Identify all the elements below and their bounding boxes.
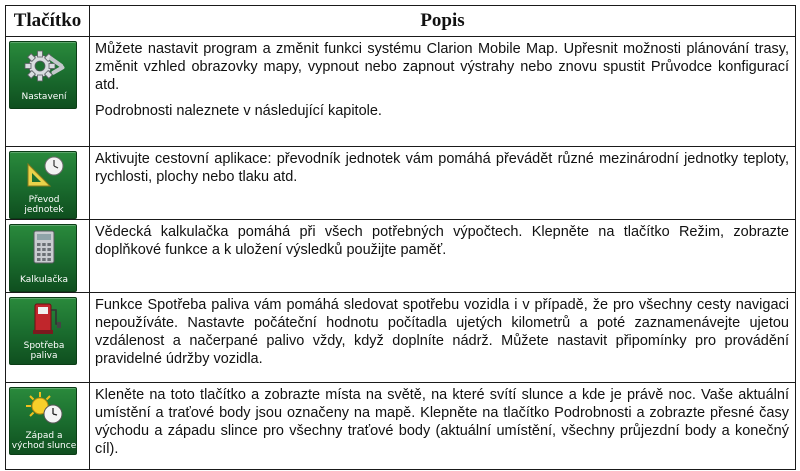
row-description: Funkce Spotřeba paliva vám pomáhá sledovat spotřebu vozidla i v případě, že pro všechny cesty navigaci nepoužíváte. Nastavte počáteční hodnotu počítadla ujetých kilometrů a poté zaznamenávejte ujetou vzdálenost a načerpané palivo vždy, když doplníte nádrž. Můžete nastavit připomínky pro provádění pravidelné údržby vozidla. xyxy=(95,297,789,367)
table-row xyxy=(6,220,796,293)
fuel-consumption-button[interactable] xyxy=(9,297,77,365)
unit-converter-icon xyxy=(10,154,78,190)
sunrise-sunset-button-label-line2: východ slunce xyxy=(11,441,77,451)
sunrise-sunset-button[interactable] xyxy=(9,387,77,455)
sunrise-sunset-button-label-line1: Západ a xyxy=(25,431,63,441)
row-description: Kleněte na toto tlačítko a zobrazte místa na světě, na které svítí slunce a kde je právě noc. Vaše aktuální umístění a traťové body jsou označeny na mapě. Klepněte na tlačítko Podrobnosti a zobrazte přesné časy východu a západu slince pro všechny traťové body (aktuální umístění, všechny průjezdní body a konečný cíl). xyxy=(95,387,789,457)
row-description: Můžete nastavit program a změnit funkci systému Clarion Mobile Map. Upřesnit možnosti plánování trasy, změnit vzhled obrazovky mapy, vypnout nebo zapnout výstrahy nebo znovu spustit Průvodce konfigurací atd. xyxy=(95,41,789,93)
row-description: Vědecká kalkulačka pomáhá při všech potřebných výpočtech. Klepněte na tlačítko Režim, zobrazte doplňkové funkce a k uložení výsledků použijte paměť. xyxy=(95,224,789,258)
table-row xyxy=(6,37,796,147)
sun-clock-icon xyxy=(10,390,78,426)
fuel-pump-icon xyxy=(10,300,78,336)
calculator-button-label: Kalkulačka xyxy=(20,275,68,285)
row-description: Aktivujte cestovní aplikace: převodník jednotek vám pomáhá převádět různé mezinárodní jednotky teploty, rychlosti, plochy nebo tlaku atd. xyxy=(95,151,789,185)
unit-converter-button[interactable] xyxy=(9,151,77,219)
table-row xyxy=(6,147,796,220)
settings-button-label: Nastavení xyxy=(21,92,67,102)
settings-button[interactable] xyxy=(9,41,77,109)
buttons-description-table xyxy=(5,5,796,470)
table-header-row xyxy=(6,6,796,37)
fuel-consumption-button-label-line1: Spotřeba xyxy=(23,341,65,351)
table-row xyxy=(6,383,796,470)
settings-gear-icon xyxy=(10,48,78,84)
calculator-icon xyxy=(10,229,78,265)
fuel-consumption-button-label-line2: paliva xyxy=(30,351,58,361)
unit-converter-button-label-line1: Převod xyxy=(28,195,60,205)
table-row xyxy=(6,293,796,383)
header-description-column: Popis xyxy=(90,6,796,37)
header-button-column: Tlačítko xyxy=(6,6,90,37)
unit-converter-button-label-line2: jednotek xyxy=(24,205,64,215)
calculator-button[interactable] xyxy=(9,224,77,292)
row-description-note: Podrobnosti naleznete v následující kapitole. xyxy=(95,103,382,119)
